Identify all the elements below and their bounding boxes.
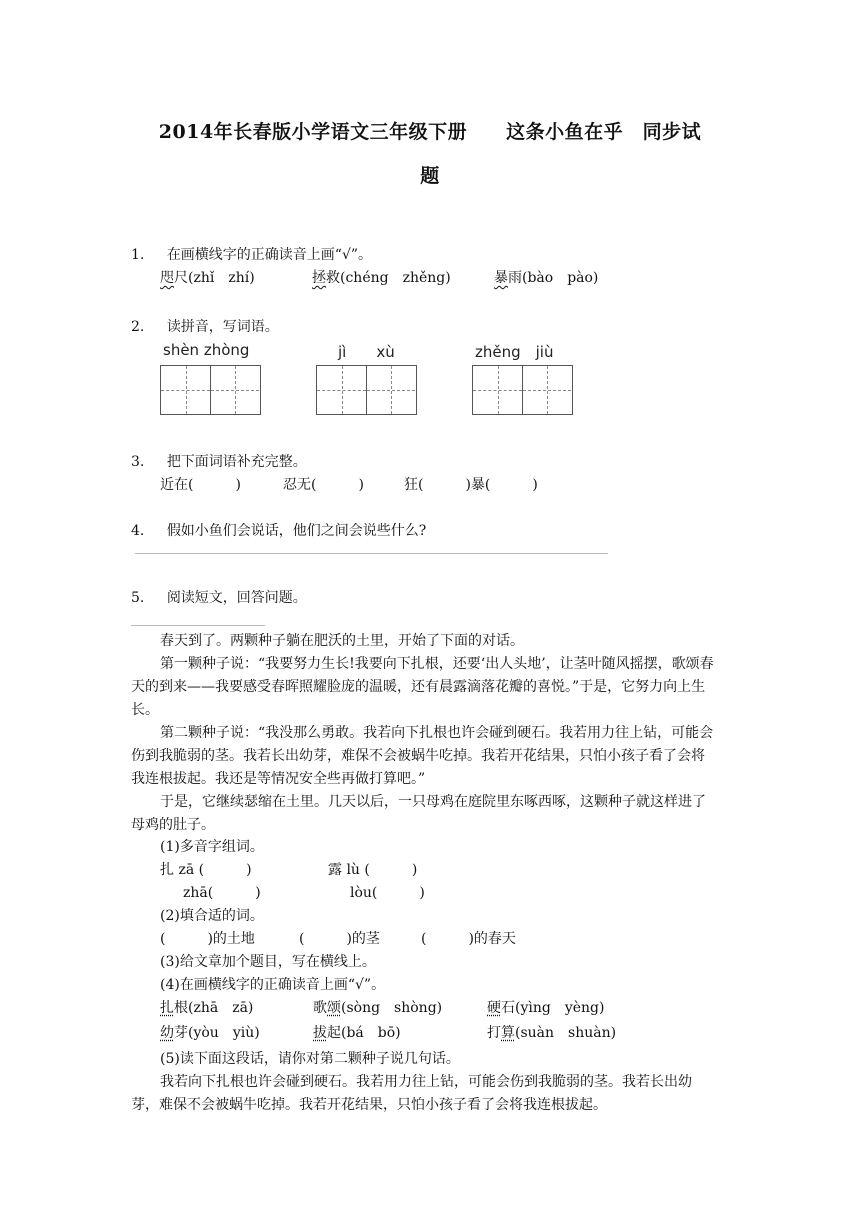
polyphone-row-1b[interactable]: 露 lù ( ): [328, 862, 418, 878]
q5-reading-item-3: 硬石(yìng yèng): [487, 1000, 605, 1016]
q1-item-1: 咫尺(zhǐ zhí): [160, 270, 255, 286]
question-number: 4.: [131, 523, 145, 539]
grid-cell[interactable]: [473, 366, 522, 414]
writing-grid-3[interactable]: [472, 365, 573, 415]
sub-question-4: (4)在画横线字的正确读音上画“√”。: [160, 977, 386, 993]
pinyin-label-3: zhěng jiù: [475, 343, 554, 361]
q3-blank-1[interactable]: 近在( ): [160, 477, 241, 493]
polyphone-row-2a[interactable]: zhā( ): [183, 885, 261, 901]
grid-cell[interactable]: [210, 366, 259, 414]
question-prompt: 假如小鱼们会说话，他们之间会说些什么?: [166, 523, 427, 539]
question-5: [131, 587, 307, 607]
fill-word-2[interactable]: ( )的茎: [299, 931, 380, 947]
q1-item-3: 暴雨(bào pào): [494, 270, 599, 286]
question-2: [131, 316, 279, 336]
q5-reading-item-1: 扎根(zhā zā): [160, 1000, 254, 1016]
passage-paragraph-4: 于是，它继续瑟缩在土里。几天以后，一只母鸡在庭院里东啄西啄，这颗种子就这样进了母鸡的肚子。: [131, 794, 706, 833]
passage-paragraph-3: 第二颗种子说：“我没那么勇敢。我若向下扎根也许会碰到硬石。我若用力往上钻，可能会伤到我脆弱的茎。我若长出幼芽，难保不会被蜗牛吃掉。我若开花结果，只怕小孩子看了会将我连根拔起。我还是等情况安全些再做打算吧。”: [131, 725, 714, 787]
sub-question-2: (2)填合适的词。: [160, 908, 264, 924]
grid-cell[interactable]: [522, 366, 571, 414]
q5-reading-item-4: 幼芽(yòu yiù): [160, 1025, 260, 1041]
question-number: 3.: [131, 454, 145, 470]
polyphone-row-2b[interactable]: lòu( ): [350, 885, 425, 901]
sub-question-1: (1)多音字组词。: [160, 839, 264, 855]
fill-word-1[interactable]: ( )的土地: [160, 931, 255, 947]
q5-reading-item-2: 歌颂(sòng shòng): [313, 1000, 443, 1016]
grid-cell[interactable]: [317, 366, 366, 414]
polyphone-row-1a[interactable]: 扎 zā ( ): [160, 862, 252, 878]
q3-blank-3[interactable]: 狂( )暴( ): [404, 477, 538, 493]
question-prompt: 读拼音，写词语。: [166, 319, 279, 335]
passage-paragraph-2: 第一颗种子说：“我要努力生长!我要向下扎根，还要‘出人头地’，让茎叶随风摇摆，歌颂春天的到来——我要感受春晖照耀脸庞的温暖，还有晨露滴落花瓣的喜悦。”于是，它努力向上生长。: [131, 656, 714, 718]
quoted-passage: 我若向下扎根也许会碰到硬石。我若用力往上钻，可能会伤到我脆弱的茎。我若长出幼芽，难保不会被蜗牛吃掉。我若开花结果，只怕小孩子看了会将我连根拔起。: [131, 1074, 692, 1113]
q5-reading-item-6: 打算(suàn shuàn): [487, 1025, 617, 1041]
sub-question-5: (5)读下面这段话，请你对第二颗种子说几句话。: [160, 1051, 460, 1067]
question-number: 2.: [131, 319, 145, 335]
fill-word-3[interactable]: ( )的春天: [421, 931, 516, 947]
q1-item-2: 拯救(chéng zhěng): [312, 270, 451, 286]
page-title: 2014年长春版小学语文三年级下册 这条小鱼在乎 同步试: [158, 121, 702, 143]
page-title-continued: 题: [420, 165, 440, 187]
pinyin-label-1: shèn zhòng: [163, 341, 250, 359]
q3-blank-2[interactable]: 忍无( ): [283, 477, 364, 493]
sub-question-3: (3)给文章加个题目，写在横线上。: [160, 954, 376, 970]
question-prompt: 把下面词语补充完整。: [166, 454, 307, 470]
writing-grid-2[interactable]: [316, 365, 417, 415]
passage-paragraph-1: 春天到了。两颗种子躺在肥沃的土里，开始了下面的对话。: [160, 633, 524, 649]
q5-reading-item-5: 拔起(bá bō): [313, 1025, 401, 1041]
grid-cell[interactable]: [366, 366, 415, 414]
answer-line[interactable]: [135, 553, 608, 554]
question-4: [131, 520, 426, 540]
question-number: 5.: [131, 590, 145, 606]
question-prompt: 在画横线字的正确读音上画“√”。: [166, 247, 373, 263]
pinyin-label-2: jì xù: [338, 343, 395, 361]
question-number: 1.: [131, 247, 145, 263]
question-prompt: 阅读短文，回答问题。: [166, 590, 307, 606]
grid-cell[interactable]: [161, 366, 210, 414]
writing-grid-1[interactable]: [160, 365, 261, 415]
title-answer-line[interactable]: [131, 625, 265, 626]
question-3: [131, 451, 307, 471]
question-1: [131, 244, 372, 264]
